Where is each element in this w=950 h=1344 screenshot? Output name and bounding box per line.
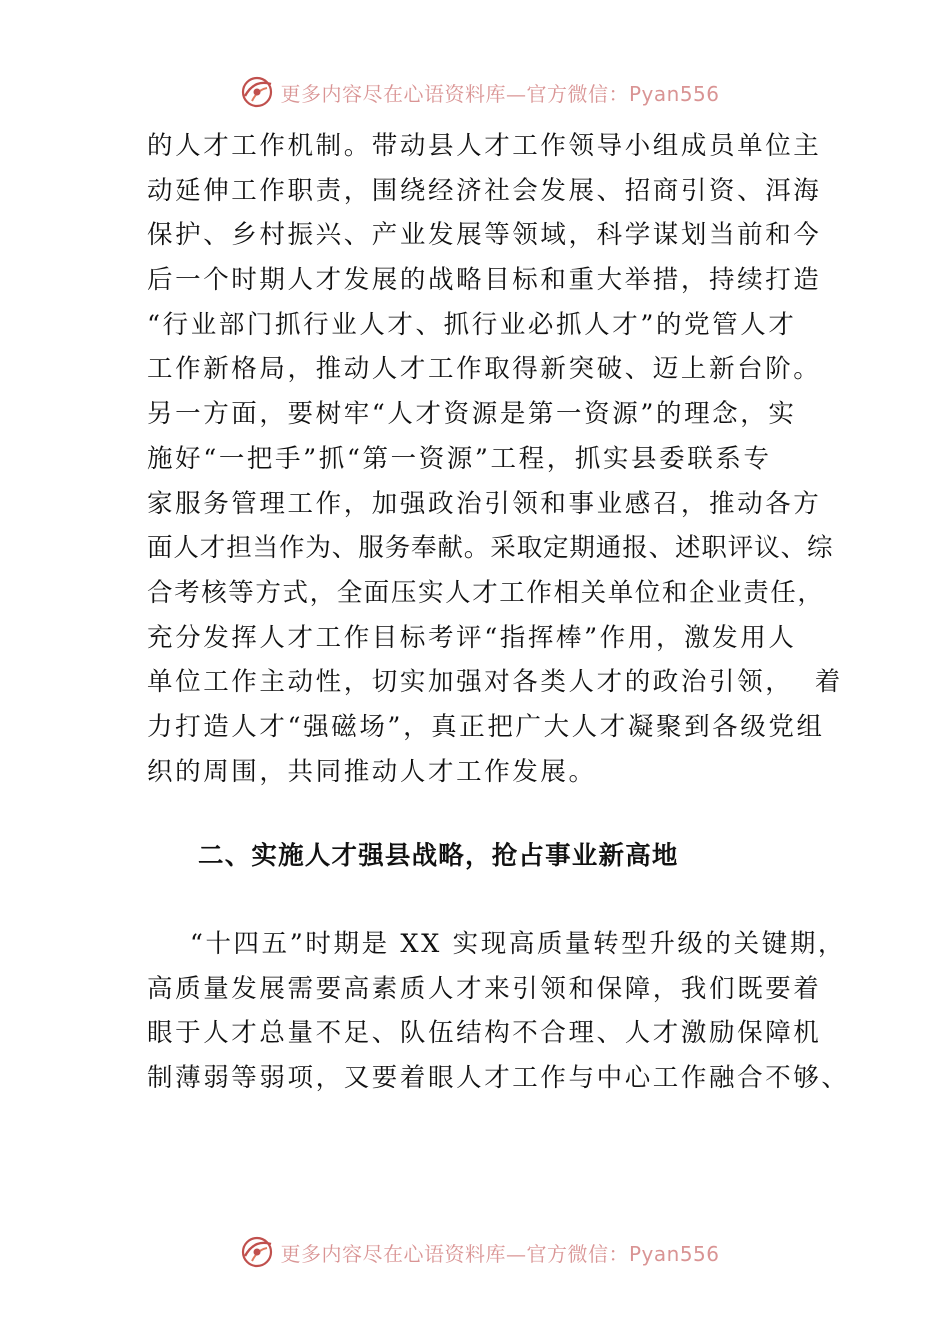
watermark-wechat-id: Pyan556 bbox=[628, 1241, 720, 1266]
section-heading: 二、实施人才强县战略，抢占事业新高地 bbox=[198, 841, 679, 871]
text-line: 施好“一把手”抓“第一资源”工程，抓实县委联系专 bbox=[147, 443, 772, 474]
text-line: 保护、乡村振兴、产业发展等领域，科学谋划当前和今 bbox=[147, 220, 822, 251]
text-line: 后一个时期人才发展的战略目标和重大举措，持续打造 bbox=[147, 265, 822, 296]
brand-logo-icon bbox=[240, 1235, 274, 1269]
text-line: 面人才担当作为、服务奉献。采取定期通报、述职评议、综 bbox=[147, 533, 834, 564]
watermark-banner-top bbox=[0, 72, 950, 112]
watermark-text bbox=[280, 1238, 719, 1267]
text-line: 合考核等方式，全面压实人才工作相关单位和企业责任， bbox=[147, 577, 825, 608]
text-line: 眼于人才总量不足、队伍结构不合理、人才激励保障机 bbox=[147, 1018, 822, 1049]
text-line: 高质量发展需要高素质人才来引领和保障，我们既要着 bbox=[147, 973, 822, 1004]
text-line: 力打造人才“强磁场”，真正把广大人才凝聚到各级党组 bbox=[147, 711, 825, 742]
text-line: “十四五”时期是 XX 实现高质量转型升级的关键期， bbox=[147, 929, 847, 959]
paragraph-section-two bbox=[147, 922, 850, 1101]
brand-logo-icon bbox=[240, 75, 274, 109]
watermark-banner-bottom bbox=[0, 1232, 950, 1272]
text-line: 另一方面，要树牢“人才资源是第一资源”的理念，实 bbox=[147, 399, 797, 430]
watermark-text bbox=[280, 78, 719, 107]
paragraph-continued bbox=[147, 124, 843, 794]
text-line: 单位工作主动性，切实加强对各类人才的政治引领， 着 bbox=[147, 667, 843, 698]
text-line: 工作新格局，推动人才工作取得新突破、迈上新台阶。 bbox=[147, 354, 822, 385]
text-line: 制薄弱等弱项，又要着眼人才工作与中心工作融合不够、 bbox=[147, 1063, 850, 1094]
watermark-content bbox=[240, 75, 719, 109]
watermark-label: 更多内容尽在心语资料库—官方微信： bbox=[280, 1241, 629, 1266]
text-line: “行业部门抓行业人才、抓行业必抓人才”的党管人才 bbox=[147, 309, 797, 340]
text-line: 织的周围，共同推动人才工作发展。 bbox=[147, 756, 597, 787]
watermark-content bbox=[240, 1235, 719, 1269]
watermark-label: 更多内容尽在心语资料库—官方微信： bbox=[280, 81, 629, 106]
text-line: 动延伸工作职责，围绕经济社会发展、招商引资、洱海 bbox=[147, 175, 822, 206]
watermark-wechat-id: Pyan556 bbox=[628, 81, 720, 106]
text-line: 的人才工作机制。带动县人才工作领导小组成员单位主 bbox=[147, 131, 822, 161]
text-line: 充分发挥人才工作目标考评“指挥棒”作用，激发用人 bbox=[147, 622, 797, 653]
text-line: 家服务管理工作，加强政治引领和事业感召，推动各方 bbox=[147, 488, 822, 519]
